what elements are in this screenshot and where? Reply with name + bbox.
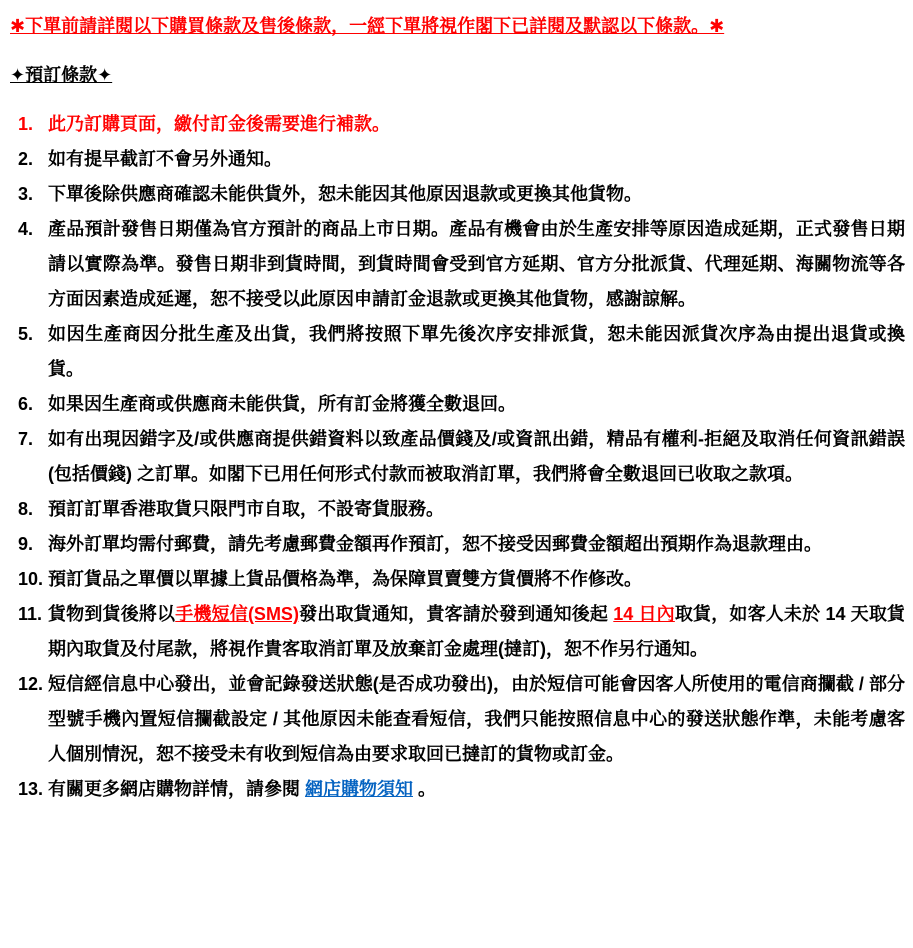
term-segment: 如因生產商因分批生產及出貨，我們將按照下單先後次序安排派貨，恕未能因派貨次序為由提出退貨或換貨。 (48, 324, 905, 379)
term-text (48, 219, 905, 309)
term-item (10, 562, 905, 597)
term-text (48, 394, 516, 414)
term-segment: 14 日內 (613, 604, 675, 624)
notice-header: ✱下單前請詳閱以下購買條款及售後條款，一經下單將視作閣下已詳閱及默認以下條款。✱ (10, 16, 725, 36)
term-number: 6. (18, 394, 34, 414)
term-text (48, 149, 282, 169)
term-segment: 下單後除供應商確認未能供貨外，恕未能因其他原因退款或更換其他貨物。 (48, 184, 642, 204)
term-number: 4. (18, 219, 34, 239)
term-text (48, 114, 390, 134)
term-number: 1. (18, 114, 34, 134)
term-segment: 短信經信息中心發出，並會記錄發送狀態(是否成功發出)，由於短信可能會因客人所使用的電信商攔截 / 部分型號手機內置短信攔截設定 / 其他原因未能查看短信，我們只能按照信息中心的發送狀態作準，未能考慮客人個別情況，恕不接受未有收到短信為由要求取回已撻訂的貨物或訂金。 (48, 674, 905, 764)
term-segment: 預訂訂單香港取貨只限門市自取，不設寄貨服務。 (48, 499, 444, 519)
term-item (10, 107, 905, 142)
term-text (48, 779, 436, 799)
term-segment: 如果因生產商或供應商未能供貨，所有訂金將獲全數退回。 (48, 394, 516, 414)
term-number: 2. (18, 149, 34, 169)
term-number: 11. (18, 604, 43, 624)
term-item (10, 212, 905, 317)
term-text (48, 499, 444, 519)
term-number: 3. (18, 184, 34, 204)
terms-list (10, 107, 905, 807)
term-segment: 。 (413, 779, 437, 799)
term-text (48, 429, 905, 484)
term-number: 9. (18, 534, 34, 554)
term-text (48, 674, 905, 764)
term-number: 8. (18, 499, 34, 519)
term-item (10, 177, 905, 212)
term-text (48, 324, 905, 379)
term-segment: 手機短信(SMS) (175, 604, 299, 624)
term-segment: 如有出現因錯字及/或供應商提供錯資料以致產品價錢及/或資訊出錯，精品有權利-拒絕及取消任何資訊錯誤(包括價錢) 之訂單。如閣下已用任何形式付款而被取消訂單，我們將會全數退回已收取之款項。 (48, 429, 905, 484)
term-number: 5. (18, 324, 34, 344)
term-segment: 此乃訂購頁面，繳付訂金後需要進行補款。 (48, 114, 390, 134)
term-item (10, 597, 905, 667)
term-number: 12. (18, 674, 44, 694)
term-text (48, 604, 905, 659)
term-number: 10. (18, 569, 44, 589)
shop-guide-link[interactable]: 網店購物須知 (305, 779, 413, 799)
term-segment: 貨物到貨後將以 (48, 604, 176, 624)
term-segment: 取貨，如客人未於 14 天取貨期內取貨及付尾款，將視作貴客取消訂單及放棄訂金處理(撻訂)，恕不作另行通知。 (48, 604, 905, 659)
term-number: 7. (18, 429, 34, 449)
term-segment: 預訂貨品之單價以單據上貨品價格為準，為保障買賣雙方貨價將不作修改。 (48, 569, 642, 589)
term-item (10, 142, 905, 177)
term-segment: 產品預計發售日期僅為官方預計的商品上市日期。產品有機會由於生產安排等原因造成延期，正式發售日期請以實際為準。發售日期非到貨時間，到貨時間會受到官方延期、官方分批派貨、代理延期、海關物流等各方面因素造成延遲，恕不接受以此原因申請訂金退款或更換其他貨物，感謝諒解。 (48, 219, 905, 309)
term-text (48, 534, 822, 554)
term-item (10, 772, 905, 807)
section-title: ✦預訂條款✦ (10, 65, 113, 85)
term-number: 13. (18, 779, 44, 799)
term-text (48, 569, 642, 589)
term-item (10, 527, 905, 562)
term-segment: 發出取貨通知，貴客請於發到通知後起 (298, 604, 614, 624)
term-item (10, 387, 905, 422)
term-text (48, 184, 642, 204)
term-segment: 海外訂單均需付郵費，請先考慮郵費金額再作預訂，恕不接受因郵費金額超出預期作為退款理由。 (48, 534, 822, 554)
term-item (10, 667, 905, 772)
term-segment: 有關更多網店購物詳情，請參閱 (48, 779, 305, 799)
term-item (10, 317, 905, 387)
term-segment: 如有提早截訂不會另外通知。 (48, 149, 282, 169)
term-item (10, 492, 905, 527)
term-item (10, 422, 905, 492)
